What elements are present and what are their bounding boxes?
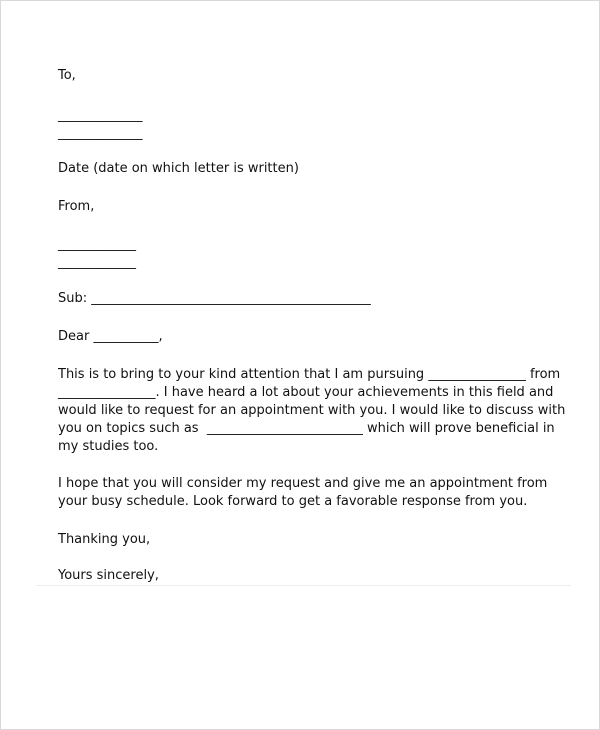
body1-line: _______________. I have heard a lot about your achievements in this field and	[58, 385, 554, 400]
body-paragraph-2	[58, 475, 548, 511]
salutation: Dear __________,	[58, 329, 163, 344]
body1-line: my studies too.	[58, 439, 159, 454]
body-paragraph-1	[58, 366, 566, 456]
subject-line: Sub: ___________________________________________	[58, 291, 371, 306]
recipient-blank-2: _____________	[58, 126, 143, 141]
date-line: Date (date on which letter is written)	[58, 161, 299, 176]
body2-line: your busy schedule. Look forward to get a favorable response from you.	[58, 494, 528, 509]
sender-heading: From,	[58, 199, 95, 214]
body1-line: would like to request for an appointment with you. I would like to discuss with	[58, 403, 566, 418]
body2-line: I hope that you will consider my request and give me an appointment from	[58, 476, 548, 491]
recipient-heading: To,	[58, 68, 76, 83]
closing-signoff: Yours sincerely,	[58, 568, 159, 583]
closing-thanks: Thanking you,	[58, 532, 151, 547]
sender-blank-1: ____________	[58, 237, 136, 252]
sender-blank-2: ____________	[58, 255, 136, 270]
recipient-blank-1: _____________	[58, 108, 143, 123]
body1-line: you on topics such as ________________________ which will prove beneficial in	[58, 421, 555, 436]
body1-line: This is to bring to your kind attention that I am pursuing _______________ from	[58, 367, 561, 382]
footer-divider	[36, 585, 571, 586]
